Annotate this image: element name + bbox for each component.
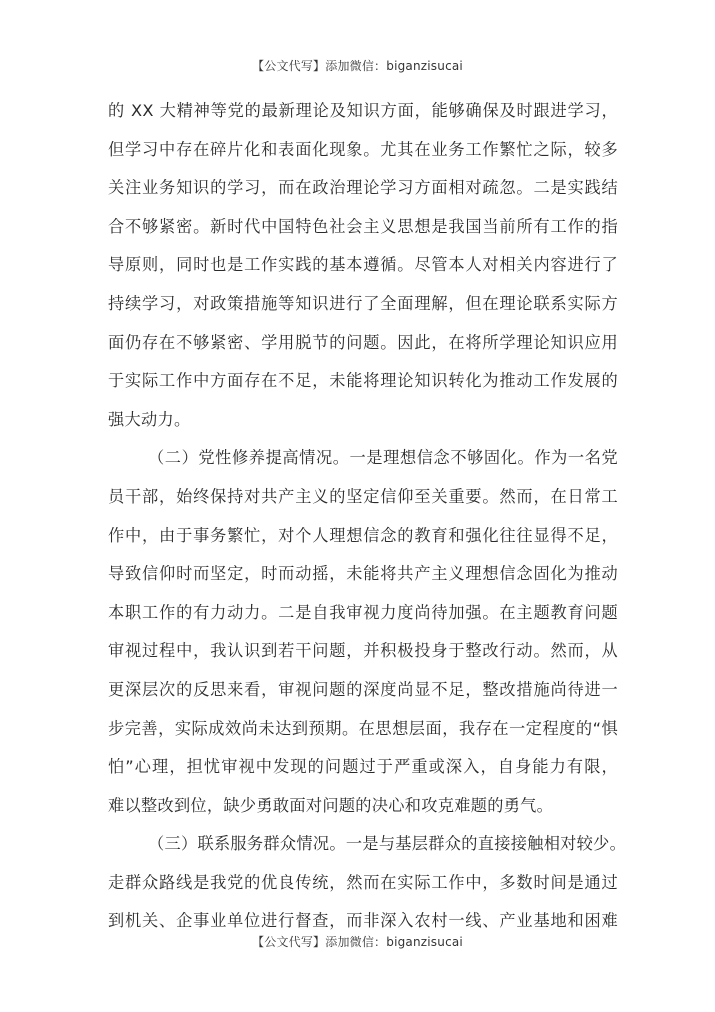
text-line: 强大动力。 [108,409,191,429]
text-line: 步完善，实际成效尚未达到预期。在思想层面，我存在一定程度的“惧 [108,718,618,738]
document-body [108,92,627,941]
text-line: 审视过程中，我认识到若干问题，并积极投身于整改行动。然而，从 [108,641,618,661]
text-line: 合不够紧密。新时代中国特色社会主义思想是我国当前所有工作的指 [108,216,618,236]
text-line: 导原则，同时也是工作实践的基本遵循。尽管本人对相关内容进行了 [108,255,618,275]
page-footer: 【公文代写】添加微信：biganzisucai [252,935,463,949]
text-line: 持续学习，对政策措施等知识进行了全面理解，但在理论联系实际方 [108,293,618,313]
text-line: 于实际工作中方面存在不足，未能将理论知识转化为推动工作发展的 [108,371,618,391]
text-line: 走群众路线是我党的优良传统，然而在实际工作中，多数时间是通过 [108,872,618,892]
text-line: 关注业务知识的学习，而在政治理论学习方面相对疏忽。二是实践结 [108,178,618,198]
text-line: 到机关、企事业单位进行督查，而非深入农村一线、产业基地和困难 [108,911,618,931]
text-line: 但学习中存在碎片化和表面化现象。尤其在业务工作繁忙之际，较多 [108,139,618,159]
text-line: 作中，由于事务繁忙，对个人理想信念的教育和强化往往显得不足， [108,525,618,545]
section-heading-line: （三）联系服务群众情况。一是与基层群众的直接接触相对较少。 [148,834,627,854]
page-header: 【公文代写】添加微信：biganzisucai [252,59,463,73]
text-line: 本职工作的有力动力。二是自我审视力度尚待加强。在主题教育问题 [108,602,618,622]
text-line: 导致信仰时而坚定，时而动摇，未能将共产主义理想信念固化为推动 [108,564,618,584]
text-line: 员干部，始终保持对共产主义的坚定信仰至关重要。然而，在日常工 [108,486,618,506]
text-line: 更深层次的反思来看，审视问题的深度尚显不足，整改措施尚待进一 [108,679,618,699]
text-line: 难以整改到位，缺少勇敢面对问题的决心和攻克难题的勇气。 [108,795,554,815]
text-line: 怕”心理，担忧审视中发现的问题过于严重或深入，自身能力有限， [108,757,618,777]
text-line: 的 XX 大精神等党的最新理论及知识方面，能够确保及时跟进学习， [108,101,618,120]
section-heading-line: （二）党性修养提高情况。一是理想信念不够固化。作为一名党 [148,448,618,468]
text-line: 面仍存在不够紧密、学用脱节的问题。因此，在将所学理论知识应用 [108,332,618,352]
